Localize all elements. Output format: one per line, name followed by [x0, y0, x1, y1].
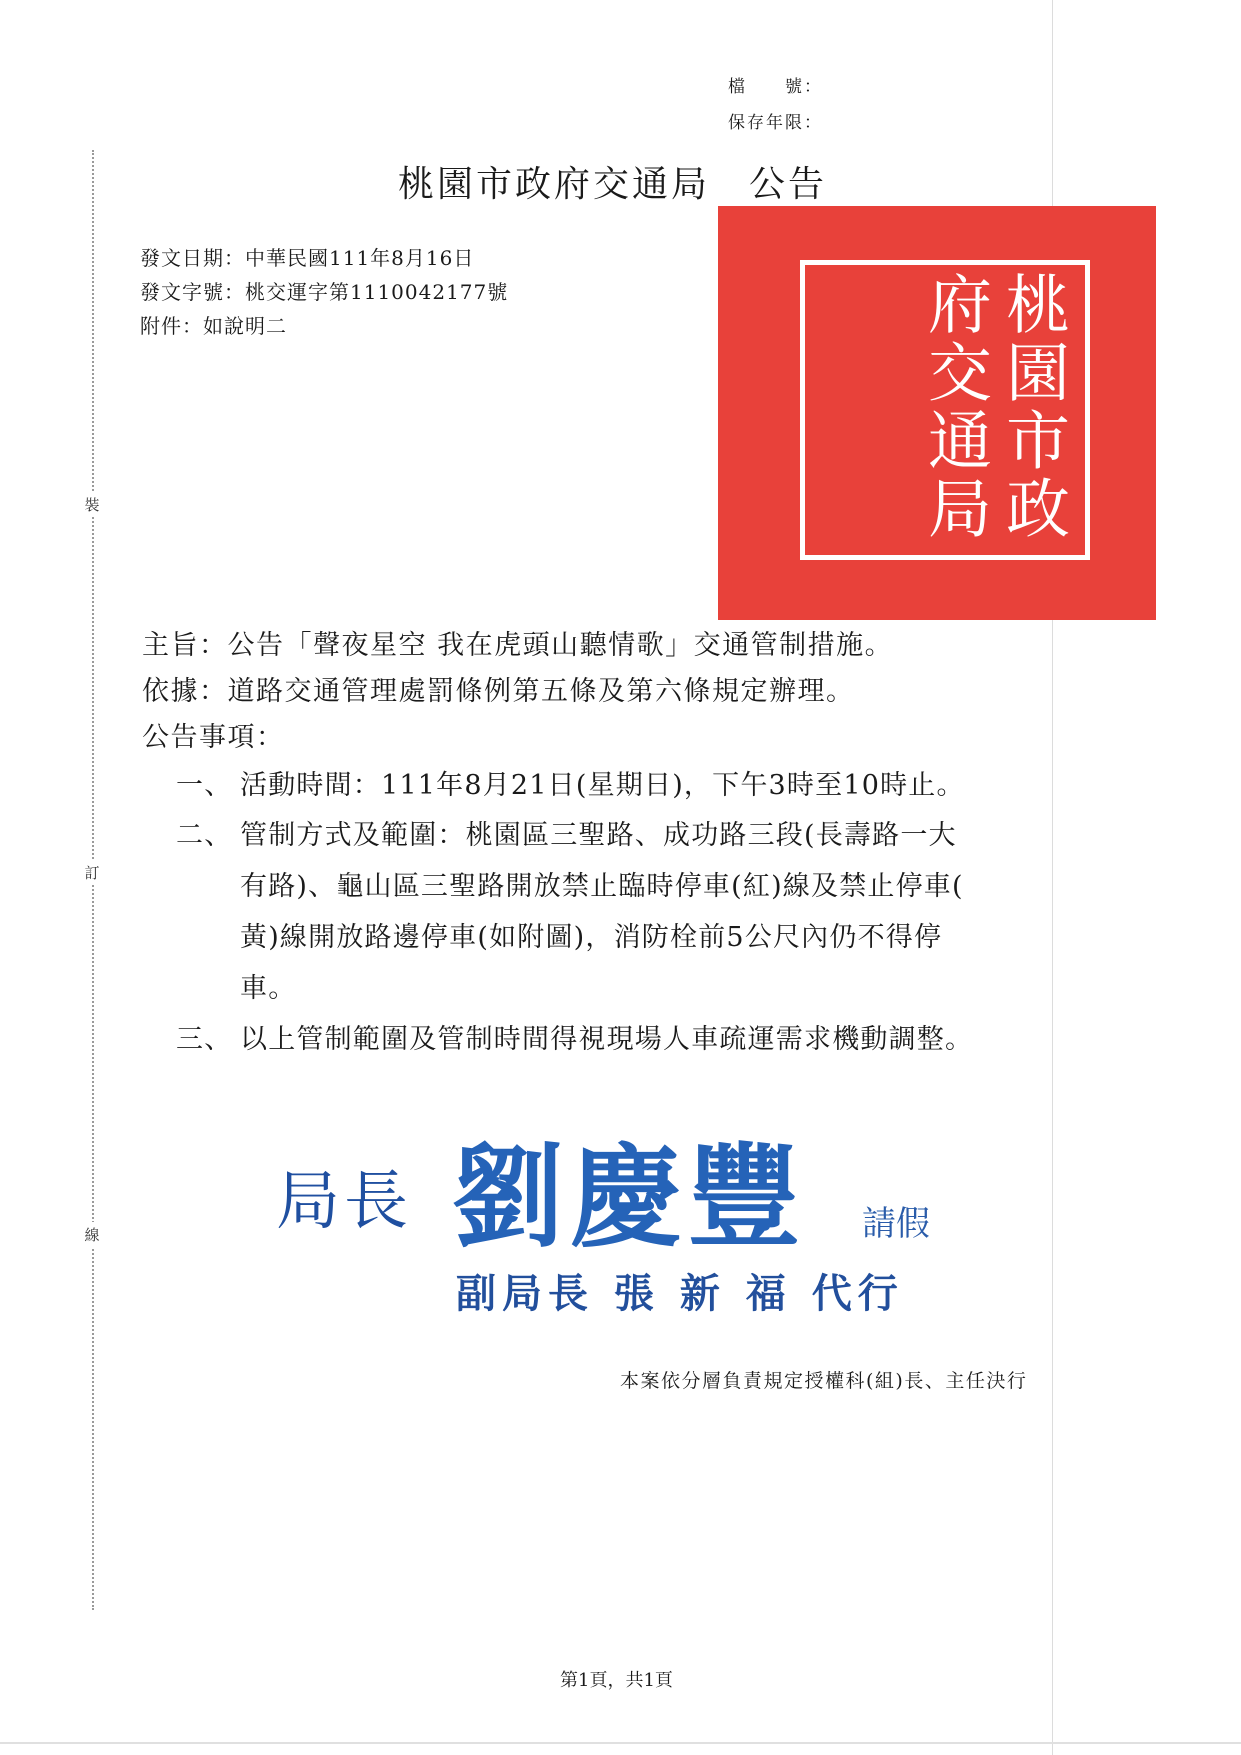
signature-leave: 請假 — [862, 1204, 930, 1244]
item-line: 以上管制範圍及管制時間得視現場人車疏運需求機動調整。 — [240, 1024, 974, 1055]
file-number-label: 檔 號： — [728, 77, 823, 97]
page-edge-bottom — [0, 1742, 1241, 1744]
item-line: 黃)線開放路邊停車(如附圖)，消防栓前5公尺內仍不得停 — [240, 922, 943, 953]
list-item — [176, 810, 1056, 1014]
list-item — [176, 1014, 1056, 1064]
seal-border — [800, 260, 1090, 560]
delegation-note: 本案依分層負責規定授權科(組)長、主任決行 — [620, 1370, 1028, 1392]
retention-label: 保存年限： — [728, 113, 823, 133]
basis: 依據：道路交通管理處罰條例第五條及第六條規定辦理。 — [142, 676, 855, 707]
subject: 主旨：公告「聲夜星空 我在虎頭山聽情歌」交通管制措施。 — [142, 630, 894, 661]
binding-char-xian: 線 — [80, 1222, 104, 1247]
page-number: 第1頁，共1頁 — [560, 1670, 673, 1691]
signature-title: 局長 — [276, 1165, 412, 1239]
list-item — [176, 760, 1056, 810]
announcement-items — [176, 760, 1056, 1064]
attachment: 附件：如說明二 — [140, 314, 287, 338]
item-number: 三、 — [176, 1024, 233, 1055]
seal-text: 桃園市政府交通局 — [917, 271, 1069, 543]
item-line: 車。 — [240, 973, 297, 1004]
page-title: 桃園市政府交通局 公告 — [398, 164, 828, 205]
item-line: 有路)、龜山區三聖路開放禁止臨時停車(紅)線及禁止停車( — [240, 871, 964, 902]
item-number: 二、 — [176, 820, 233, 851]
signature-name: 劉慶豐 — [452, 1132, 806, 1263]
signature-deputy: 副局長 張 新 福 代行 — [456, 1270, 904, 1317]
official-seal — [718, 206, 1156, 620]
item-line: 管制方式及範圍：桃園區三聖路、成功路三段(長壽路一大 — [240, 820, 957, 851]
issue-date: 發文日期：中華民國111年8月16日 — [140, 246, 475, 270]
binding-char-ding: 訂 — [80, 860, 104, 885]
document-number: 發文字號：桃交運字第1110042177號 — [140, 280, 509, 304]
item-line: 活動時間：111年8月21日(星期日)，下午3時至10時止。 — [240, 770, 965, 801]
binding-char-zhuang: 裝 — [80, 492, 104, 517]
item-number: 一、 — [176, 770, 233, 801]
items-heading: 公告事項： — [142, 722, 285, 753]
